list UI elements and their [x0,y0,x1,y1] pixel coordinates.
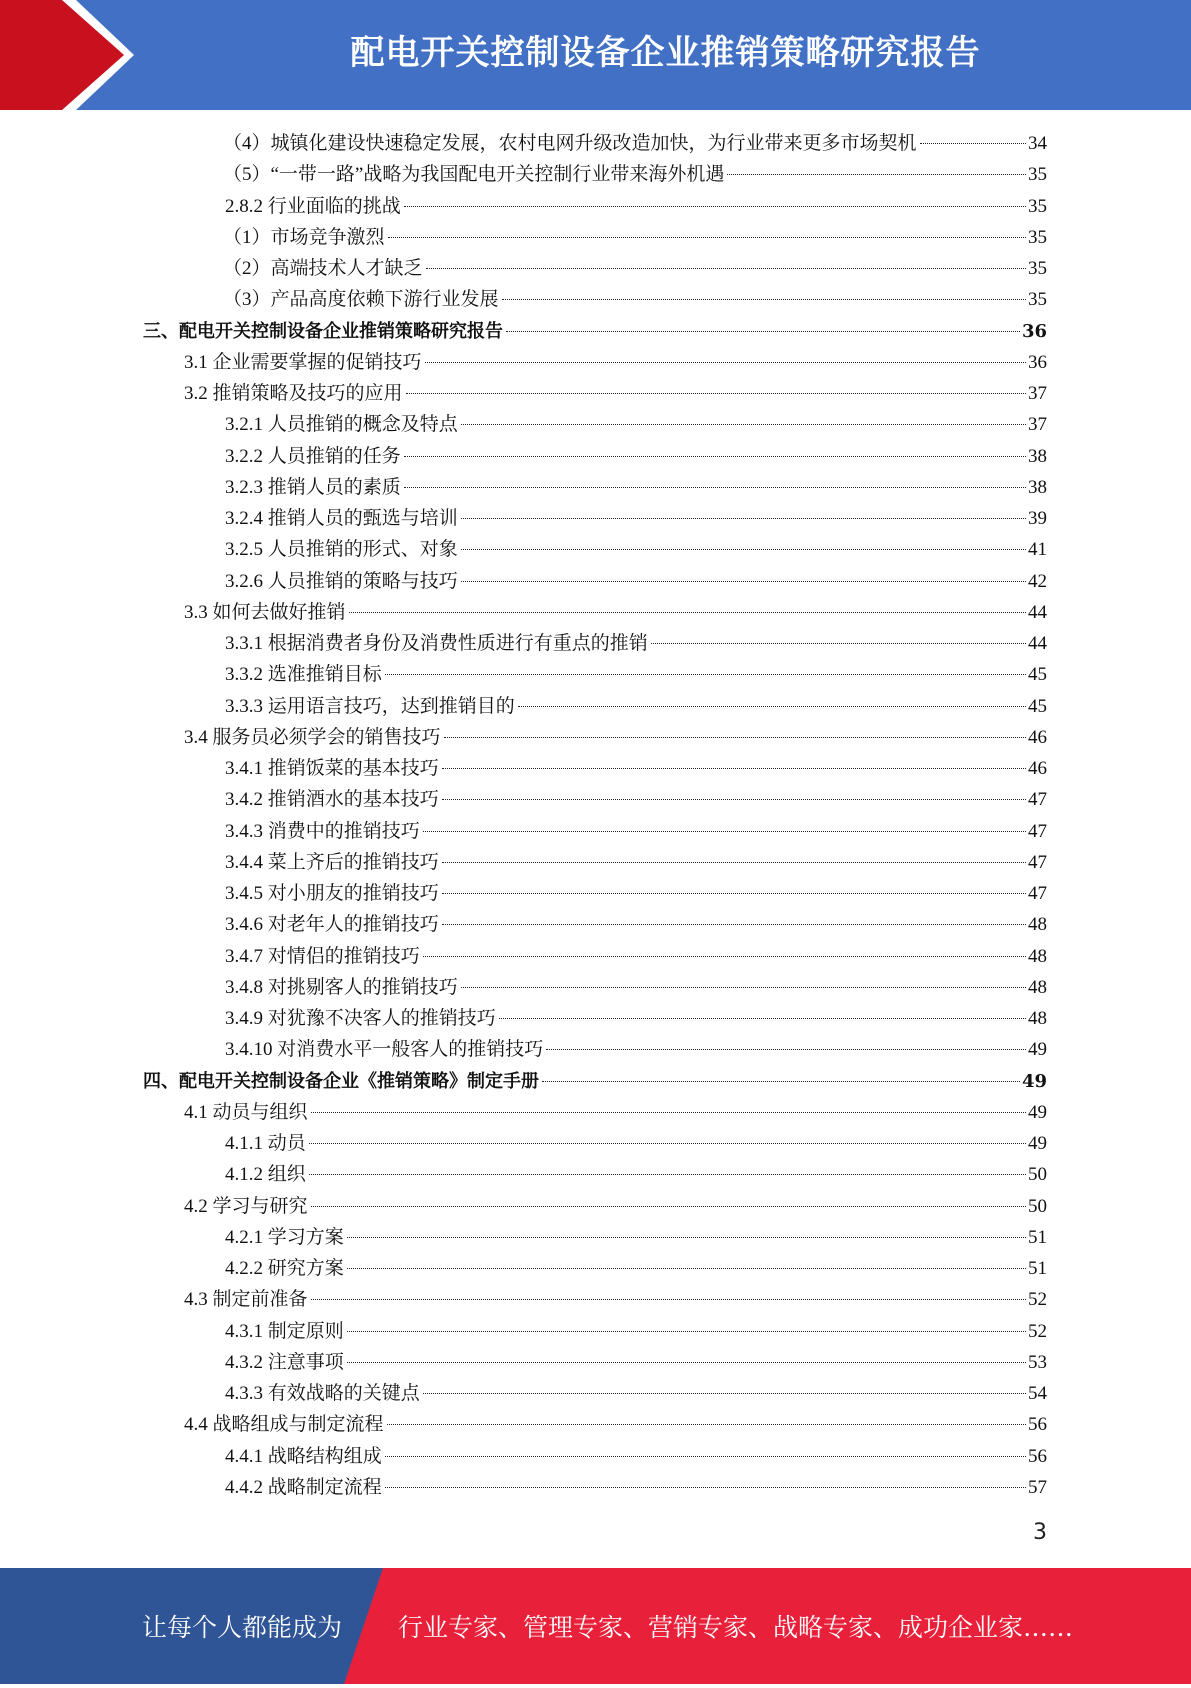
dot-leader [404,206,1026,207]
toc-entry-page: 47 [1028,789,1047,811]
toc-entry-title: 3.2.3 推销人员的素质 [225,476,401,498]
toc-entry-page: 39 [1028,508,1047,529]
toc-entry-title: 4.2.1 学习方案 [225,1226,344,1248]
toc-entry-title: 4.4 战略组成与制定流程 [184,1414,384,1436]
toc-entry-title: 4.1.2 组织 [225,1164,306,1186]
toc-entry[interactable] [225,1441,1047,1472]
toc-entry-page: 47 [1028,883,1047,904]
toc-entry-page: 48 [1028,1008,1047,1029]
toc-entry-title: 4.2 学习与研究 [184,1195,308,1217]
dot-leader [347,1362,1026,1363]
dot-leader [506,331,1020,332]
toc-entry[interactable] [223,159,1047,190]
toc-entry[interactable] [225,409,1047,440]
dot-leader [426,268,1026,269]
toc-entry-title: （4）城镇化建设快速稳定发展，农村电网升级改造加快，为行业带来更多市场契机 [223,133,917,154]
toc-entry-title: （5）“一带一路”战略为我国配电开关控制行业带来海外机遇 [223,164,725,186]
toc-entry-page: 56 [1028,1414,1047,1436]
toc-entry-title: 3.2.5 人员推销的形式、对象 [225,539,458,561]
toc-entry-title: 3.3.1 根据消费者身份及消费性质进行有重点的推销 [225,633,648,654]
toc-entry[interactable] [143,1066,1047,1097]
toc-entry[interactable] [184,1409,1047,1440]
toc-entry[interactable] [225,628,1047,659]
footer-slogan: 让每个人都能成为 [142,1613,343,1642]
toc-entry-title: 3.2.4 推销人员的甄选与培训 [225,508,458,529]
toc-entry[interactable] [225,1378,1047,1409]
toc-entry-title: 2.8.2 行业面临的挑战 [225,195,401,217]
toc-entry-title: 4.3.2 注意事项 [225,1351,344,1373]
toc-entry-title: 3.4.6 对老年人的推销技巧 [225,914,439,936]
toc-entry[interactable] [225,1316,1047,1347]
toc-entry-title: 4.4.1 战略结构组成 [225,1445,382,1467]
toc-entry-page: 49 [1028,1101,1047,1123]
dot-leader [309,1143,1026,1144]
dot-leader [727,174,1026,175]
dot-leader [461,549,1026,550]
toc-entry-page: 36 [1028,351,1047,373]
toc-entry[interactable] [225,941,1047,972]
dot-leader [347,1237,1026,1238]
toc-entry-page: 35 [1028,195,1047,217]
dot-leader [349,612,1026,613]
toc-entry[interactable] [225,691,1047,722]
dot-leader [518,706,1026,707]
toc-entry-title: 3.3 如何去做好推销 [184,601,346,623]
toc-entry[interactable] [225,878,1047,909]
page-footer [0,1568,1191,1684]
toc-entry-title: 3.4 服务员必须学会的销售技巧 [184,726,441,748]
dot-leader [309,1174,1026,1175]
dot-leader [461,424,1026,425]
toc-entry[interactable] [225,1128,1047,1159]
toc-entry-title: （3）产品高度依赖下游行业发展 [223,289,499,311]
toc-entry-title: 3.4.8 对挑剔客人的推销技巧 [225,976,458,998]
toc-entry-title: 3.4.9 对犹豫不决客人的推销技巧 [225,1008,496,1029]
dot-leader [502,299,1026,300]
toc-entry-page: 57 [1028,1476,1047,1498]
toc-entry[interactable] [184,597,1047,628]
toc-entry-page: 47 [1028,820,1047,842]
toc-entry-page: 51 [1028,1226,1047,1248]
toc-entry-page: 52 [1028,1289,1047,1311]
dot-leader [404,456,1026,457]
dot-leader [406,393,1026,394]
toc-entry[interactable] [225,847,1047,878]
toc-entry-title: 3.2.6 人员推销的策略与技巧 [225,570,458,592]
toc-entry-page: 46 [1028,726,1047,748]
toc-entry-page: 50 [1028,1195,1047,1217]
toc-entry[interactable] [225,972,1047,1003]
toc-entry-title: 3.4.2 推销酒水的基本技巧 [225,789,439,811]
toc-entry[interactable] [225,1253,1047,1284]
toc-entry[interactable] [184,1097,1047,1128]
toc-entry[interactable] [225,1222,1047,1253]
toc-entry-page: 49 [1028,1039,1047,1061]
dot-leader [423,956,1026,957]
toc-entry[interactable] [184,378,1047,409]
toc-entry[interactable] [225,659,1047,690]
toc-entry[interactable] [223,222,1047,253]
toc-entry-page: 44 [1028,633,1047,654]
dot-leader [444,737,1026,738]
toc-entry[interactable] [225,534,1047,565]
document-title: 配电开关控制设备企业推销策略研究报告 [350,33,981,73]
toc-entry-title: 4.3 制定前准备 [184,1289,308,1311]
dot-leader [311,1206,1026,1207]
toc-entry-title: （1）市场竞争激烈 [223,226,385,248]
toc-entry-page: 49 [1021,1070,1047,1092]
dot-leader [385,674,1026,675]
toc-entry[interactable] [184,1284,1047,1315]
toc-entry-page: 35 [1028,164,1047,186]
dot-leader [499,1018,1026,1019]
dot-leader [423,831,1026,832]
toc-entry-title: 3.4.3 消费中的推销技巧 [225,820,420,842]
dot-leader [461,518,1026,519]
toc-entry[interactable] [143,316,1047,347]
dot-leader [461,581,1026,582]
toc-entry-page: 46 [1028,758,1047,779]
toc-entry[interactable] [225,503,1047,534]
toc-entry-title: 四、配电开关控制设备企业《推销策略》制定手册 [143,1070,539,1092]
toc-entry-page: 49 [1028,1133,1047,1154]
dot-leader [442,799,1026,800]
toc-entry-title: 4.3.3 有效战略的关键点 [225,1383,420,1404]
toc-entry-page: 48 [1028,976,1047,998]
toc-entry-page: 35 [1028,258,1047,279]
toc-entry-page: 45 [1028,695,1047,717]
dot-leader [546,1049,1026,1050]
toc-entry-page: 54 [1028,1383,1047,1404]
dot-leader [347,1268,1026,1269]
toc-entry-page: 50 [1028,1164,1047,1186]
toc-entry[interactable] [225,566,1047,597]
toc-entry-page: 35 [1028,289,1047,311]
toc-entry[interactable] [225,1159,1047,1190]
toc-entry[interactable] [184,1191,1047,1222]
toc-entry[interactable] [225,784,1047,815]
toc-entry[interactable] [225,909,1047,940]
dot-leader [442,862,1026,863]
toc-entry-page: 52 [1028,1320,1047,1342]
toc-entry-title: 3.1 企业需要掌握的促销技巧 [184,351,422,373]
toc-entry[interactable] [225,753,1047,784]
toc-entry-title: 三、配电开关控制设备企业推销策略研究报告 [143,320,503,342]
toc-entry-title: 3.2 推销策略及技巧的应用 [184,383,403,404]
toc-entry-title: 4.2.2 研究方案 [225,1258,344,1279]
toc-entry-page: 37 [1028,414,1047,436]
dot-leader [920,143,1026,144]
toc-entry[interactable] [223,284,1047,315]
toc-entry-title: 3.3.3 运用语言技巧，达到推销目的 [225,695,515,717]
toc-entry-page: 48 [1028,914,1047,936]
toc-entry[interactable] [225,472,1047,503]
toc-entry-title: 3.3.2 选准推销目标 [225,664,382,686]
dot-leader [461,987,1026,988]
toc-entry-page: 38 [1028,445,1047,467]
dot-leader [651,643,1026,644]
toc-entry-title: 3.4.4 菜上齐后的推销技巧 [225,851,439,873]
toc-entry-page: 45 [1028,664,1047,686]
dot-leader [423,1393,1026,1394]
toc-entry[interactable] [225,816,1047,847]
toc-entry-title: 4.1.1 动员 [225,1133,306,1154]
toc-entry[interactable] [225,1347,1047,1378]
dot-leader [385,1456,1026,1457]
toc-entry-title: 4.3.1 制定原则 [225,1320,344,1342]
toc-entry-title: 3.4.7 对情侣的推销技巧 [225,945,420,967]
toc-entry-page: 53 [1028,1351,1047,1373]
toc-entry-title: 3.4.1 推销饭菜的基本技巧 [225,758,439,779]
dot-leader [542,1081,1020,1082]
toc-entry-page: 47 [1028,851,1047,873]
toc-entry[interactable] [184,722,1047,753]
toc-entry-title: 4.4.2 战略制定流程 [225,1476,382,1498]
dot-leader [347,1331,1026,1332]
toc-entry[interactable] [223,253,1047,284]
page-number: 3 [1033,1520,1047,1545]
toc-entry-title: 3.2.1 人员推销的概念及特点 [225,414,458,436]
dot-leader [311,1299,1026,1300]
dot-leader [385,1487,1026,1488]
toc-entry-title: （2）高端技术人才缺乏 [223,258,423,279]
toc-entry-page: 37 [1028,383,1047,404]
toc-entry[interactable] [225,1034,1047,1065]
dot-leader [442,768,1026,769]
toc-entry-title: 3.4.10 对消费水平一般客人的推销技巧 [225,1039,544,1061]
toc-entry[interactable] [223,128,1047,159]
toc-entry[interactable] [225,191,1047,222]
toc-entry-page: 44 [1028,601,1047,623]
toc-entry-page: 41 [1028,539,1047,561]
toc-entry-page: 48 [1028,945,1047,967]
toc-entry-page: 35 [1028,226,1047,248]
dot-leader [311,1112,1026,1113]
dot-leader [442,893,1026,894]
dot-leader [404,487,1026,488]
toc-entry[interactable] [184,347,1047,378]
toc-entry[interactable] [225,1003,1047,1034]
dot-leader [388,237,1026,238]
toc-entry[interactable] [225,1472,1047,1503]
toc-entry-page: 42 [1028,570,1047,592]
toc-entry-page: 36 [1021,320,1047,342]
toc-entry-title: 3.2.2 人员推销的任务 [225,445,401,467]
toc-entry-page: 38 [1028,476,1047,498]
toc-entry-page: 34 [1028,133,1047,154]
dot-leader [387,1424,1026,1425]
toc-entry[interactable] [225,441,1047,472]
page-header [0,0,1191,110]
toc-entry-page: 51 [1028,1258,1047,1279]
toc-entry-title: 3.4.5 对小朋友的推销技巧 [225,883,439,904]
toc-entry-title: 4.1 动员与组织 [184,1101,308,1123]
dot-leader [442,924,1026,925]
toc-entry-page: 56 [1028,1445,1047,1467]
dot-leader [425,362,1026,363]
footer-tagline: 行业专家、管理专家、营销专家、战略专家、成功企业家…… [398,1613,1074,1642]
